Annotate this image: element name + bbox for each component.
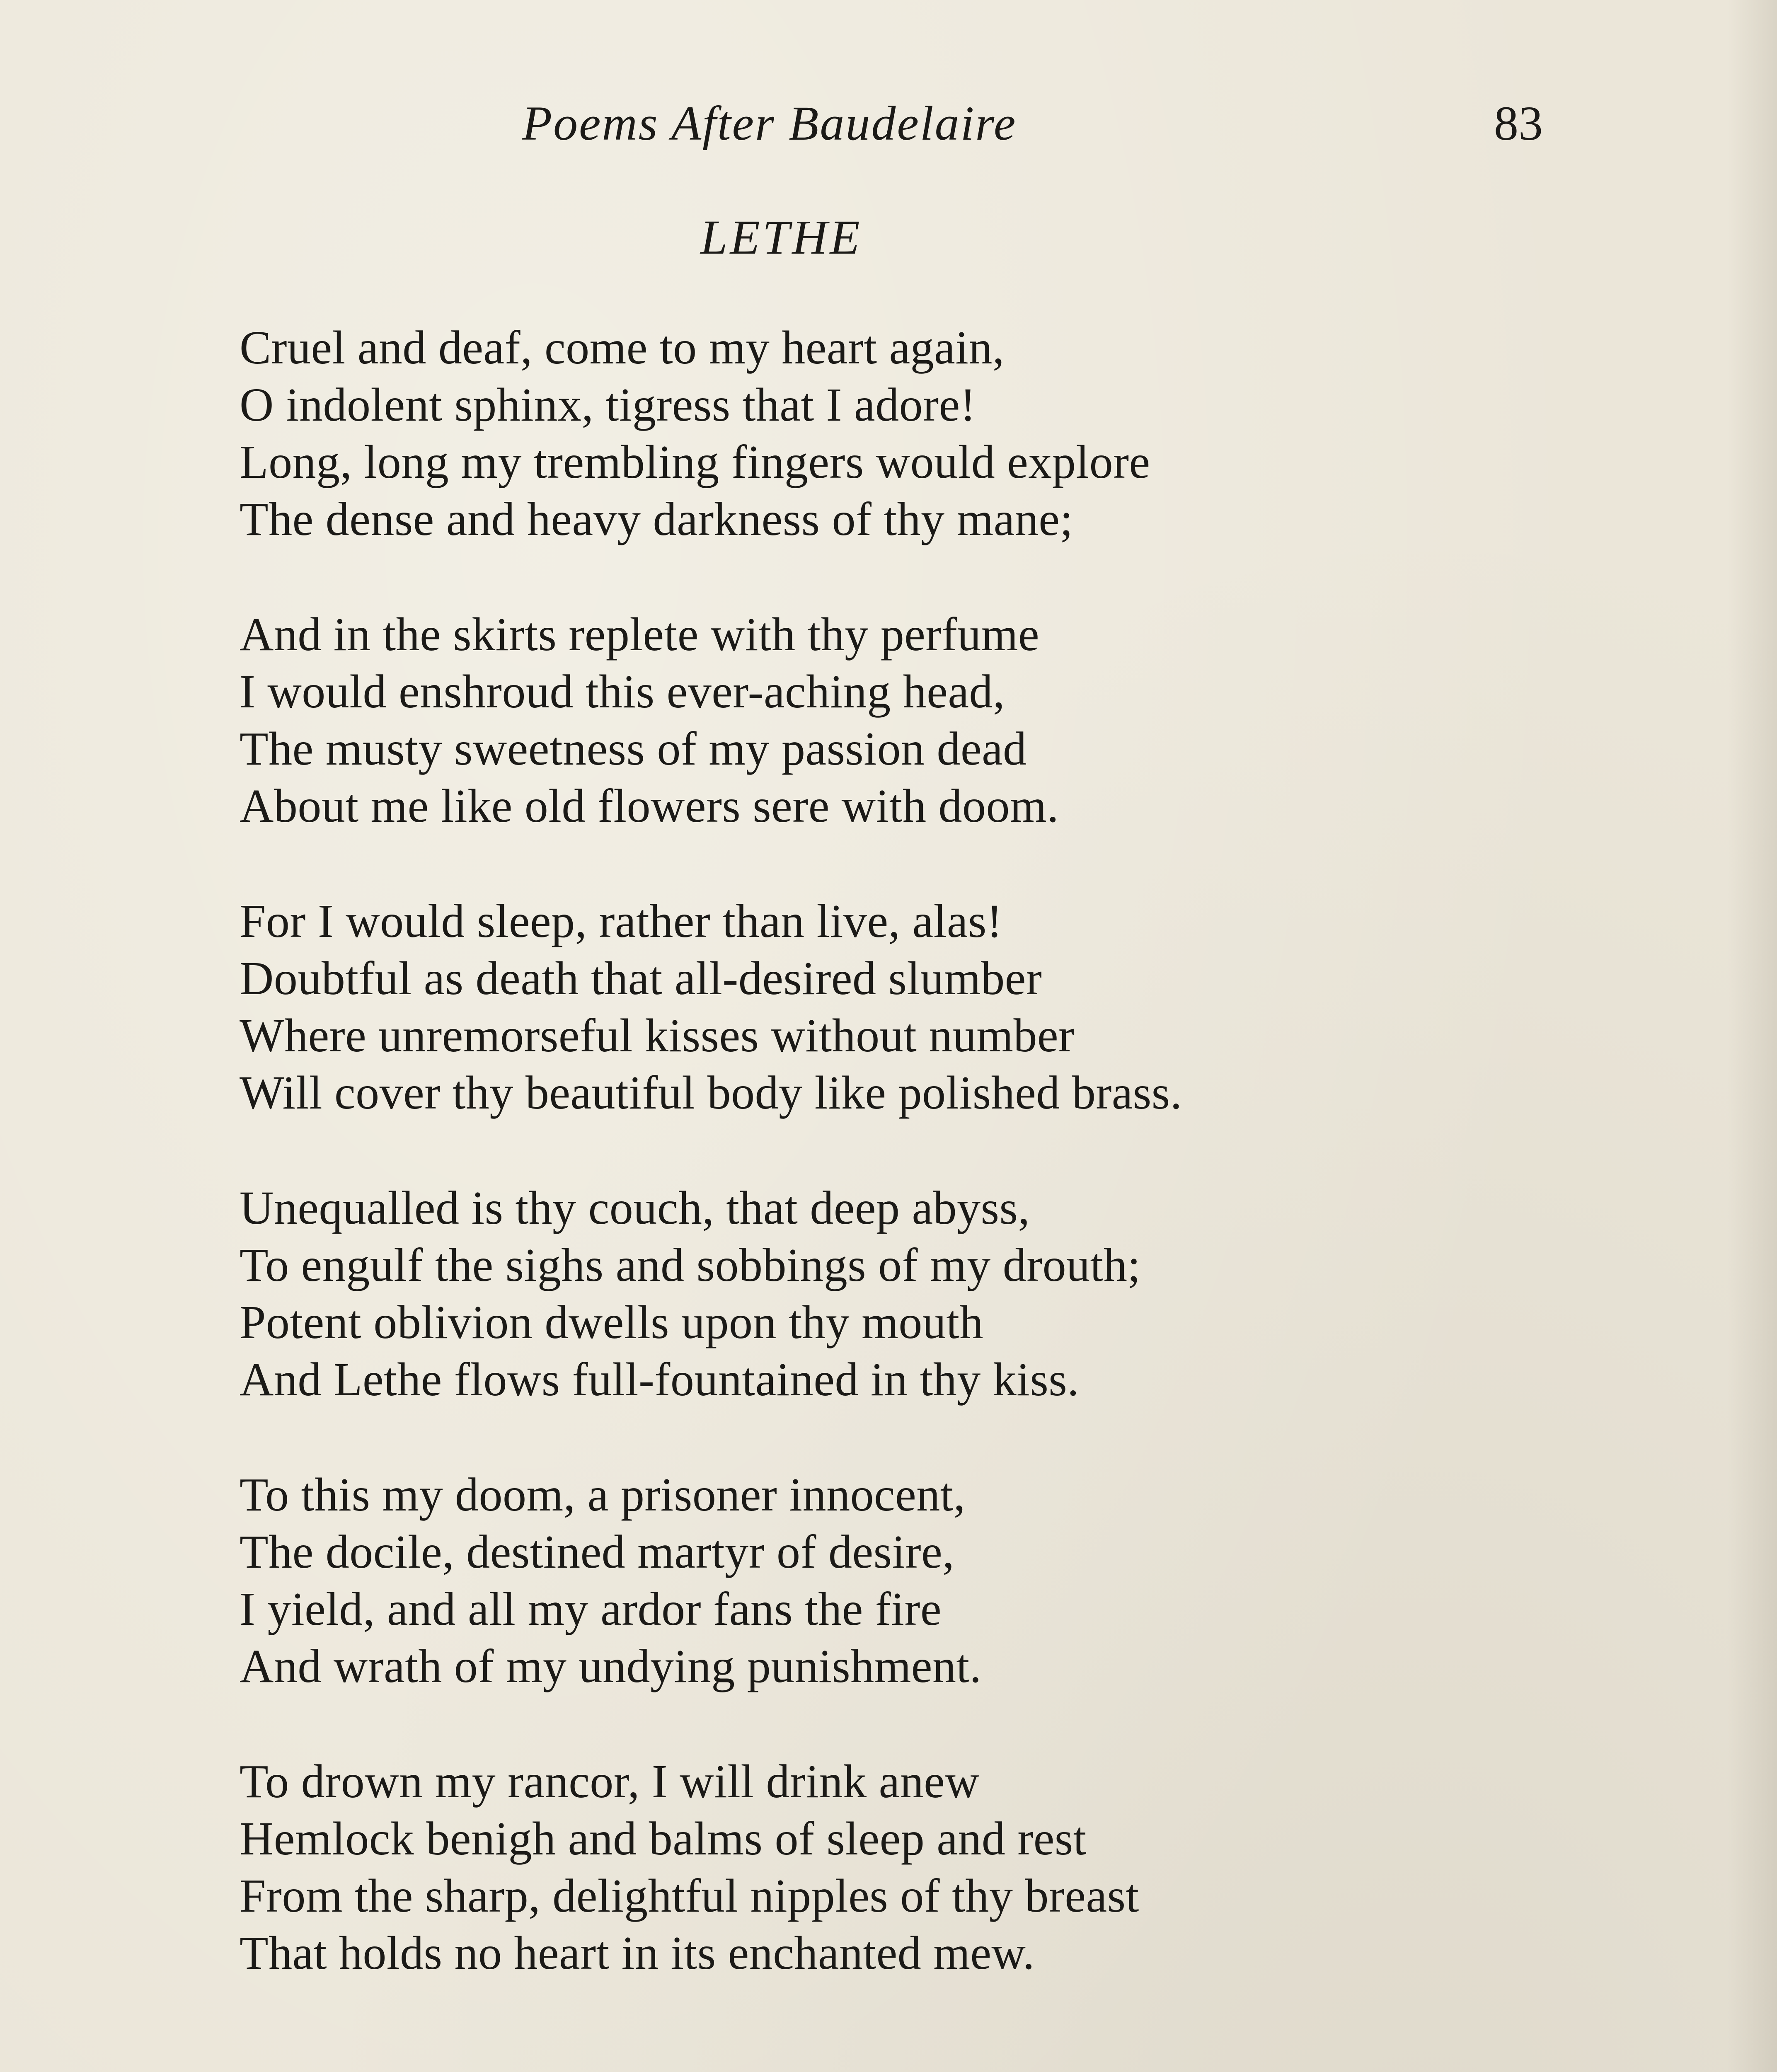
- poem-line: Unequalled is thy couch, that deep abyss,: [240, 1181, 1030, 1234]
- poem-line: And in the skirts replete with thy perfume: [240, 608, 1040, 661]
- poem-line: And Lethe flows full-fountained in thy kiss.: [240, 1353, 1080, 1406]
- stanza-4: [240, 1179, 1566, 1408]
- poem-line: That holds no heart in its enchanted mew.: [240, 1927, 1035, 1979]
- poem-line: Doubtful as death that all-desired slumber: [240, 952, 1042, 1005]
- poem-line: Long, long my trembling fingers would explore: [240, 436, 1150, 488]
- stanza-6: [240, 1753, 1566, 1982]
- poem-line: To engulf the sighs and sobbings of my drouth;: [240, 1239, 1141, 1291]
- poem-line: Potent oblivion dwells upon thy mouth: [240, 1296, 984, 1348]
- poem-line: The docile, destined martyr of desire,: [240, 1525, 955, 1578]
- poem-body: [240, 319, 1566, 2040]
- poem-title: LETHE: [700, 210, 862, 264]
- poem-line: And wrath of my undying punishment.: [240, 1640, 982, 1692]
- poem-line: I yield, and all my ardor fans the fire: [240, 1583, 942, 1635]
- poem-line: About me like old flowers sere with doom.: [240, 779, 1059, 832]
- poem-line: I would enshroud this ever-aching head,: [240, 665, 1005, 718]
- poem-line: The dense and heavy darkness of thy mane;: [240, 493, 1073, 545]
- page-number: 83: [1494, 96, 1543, 150]
- poem-line: To this my doom, a prisoner innocent,: [240, 1468, 966, 1521]
- poem-line: Where unremorseful kisses without number: [240, 1009, 1075, 1062]
- poem-line: Will cover thy beautiful body like polished brass.: [240, 1066, 1182, 1119]
- stanza-5: [240, 1466, 1566, 1695]
- stanza-1: [240, 319, 1566, 548]
- poem-line: O indolent sphinx, tigress that I adore!: [240, 378, 976, 431]
- poem-line: From the sharp, delightful nipples of thy breast: [240, 1869, 1139, 1922]
- running-head-title: Poems After Baudelaire: [522, 96, 1017, 150]
- poem-line: For I would sleep, rather than live, alas!: [240, 895, 1003, 947]
- poem-line: To drown my rancor, I will drink anew: [240, 1755, 980, 1808]
- stanza-2: [240, 606, 1566, 835]
- poem-line: Hemlock benigh and balms of sleep and rest: [240, 1812, 1087, 1865]
- page-edge-shadow: [1727, 0, 1777, 2072]
- poem-line: The musty sweetness of my passion dead: [240, 722, 1027, 775]
- poem-line: Cruel and deaf, come to my heart again,: [240, 321, 1005, 374]
- stanza-3: [240, 893, 1566, 1121]
